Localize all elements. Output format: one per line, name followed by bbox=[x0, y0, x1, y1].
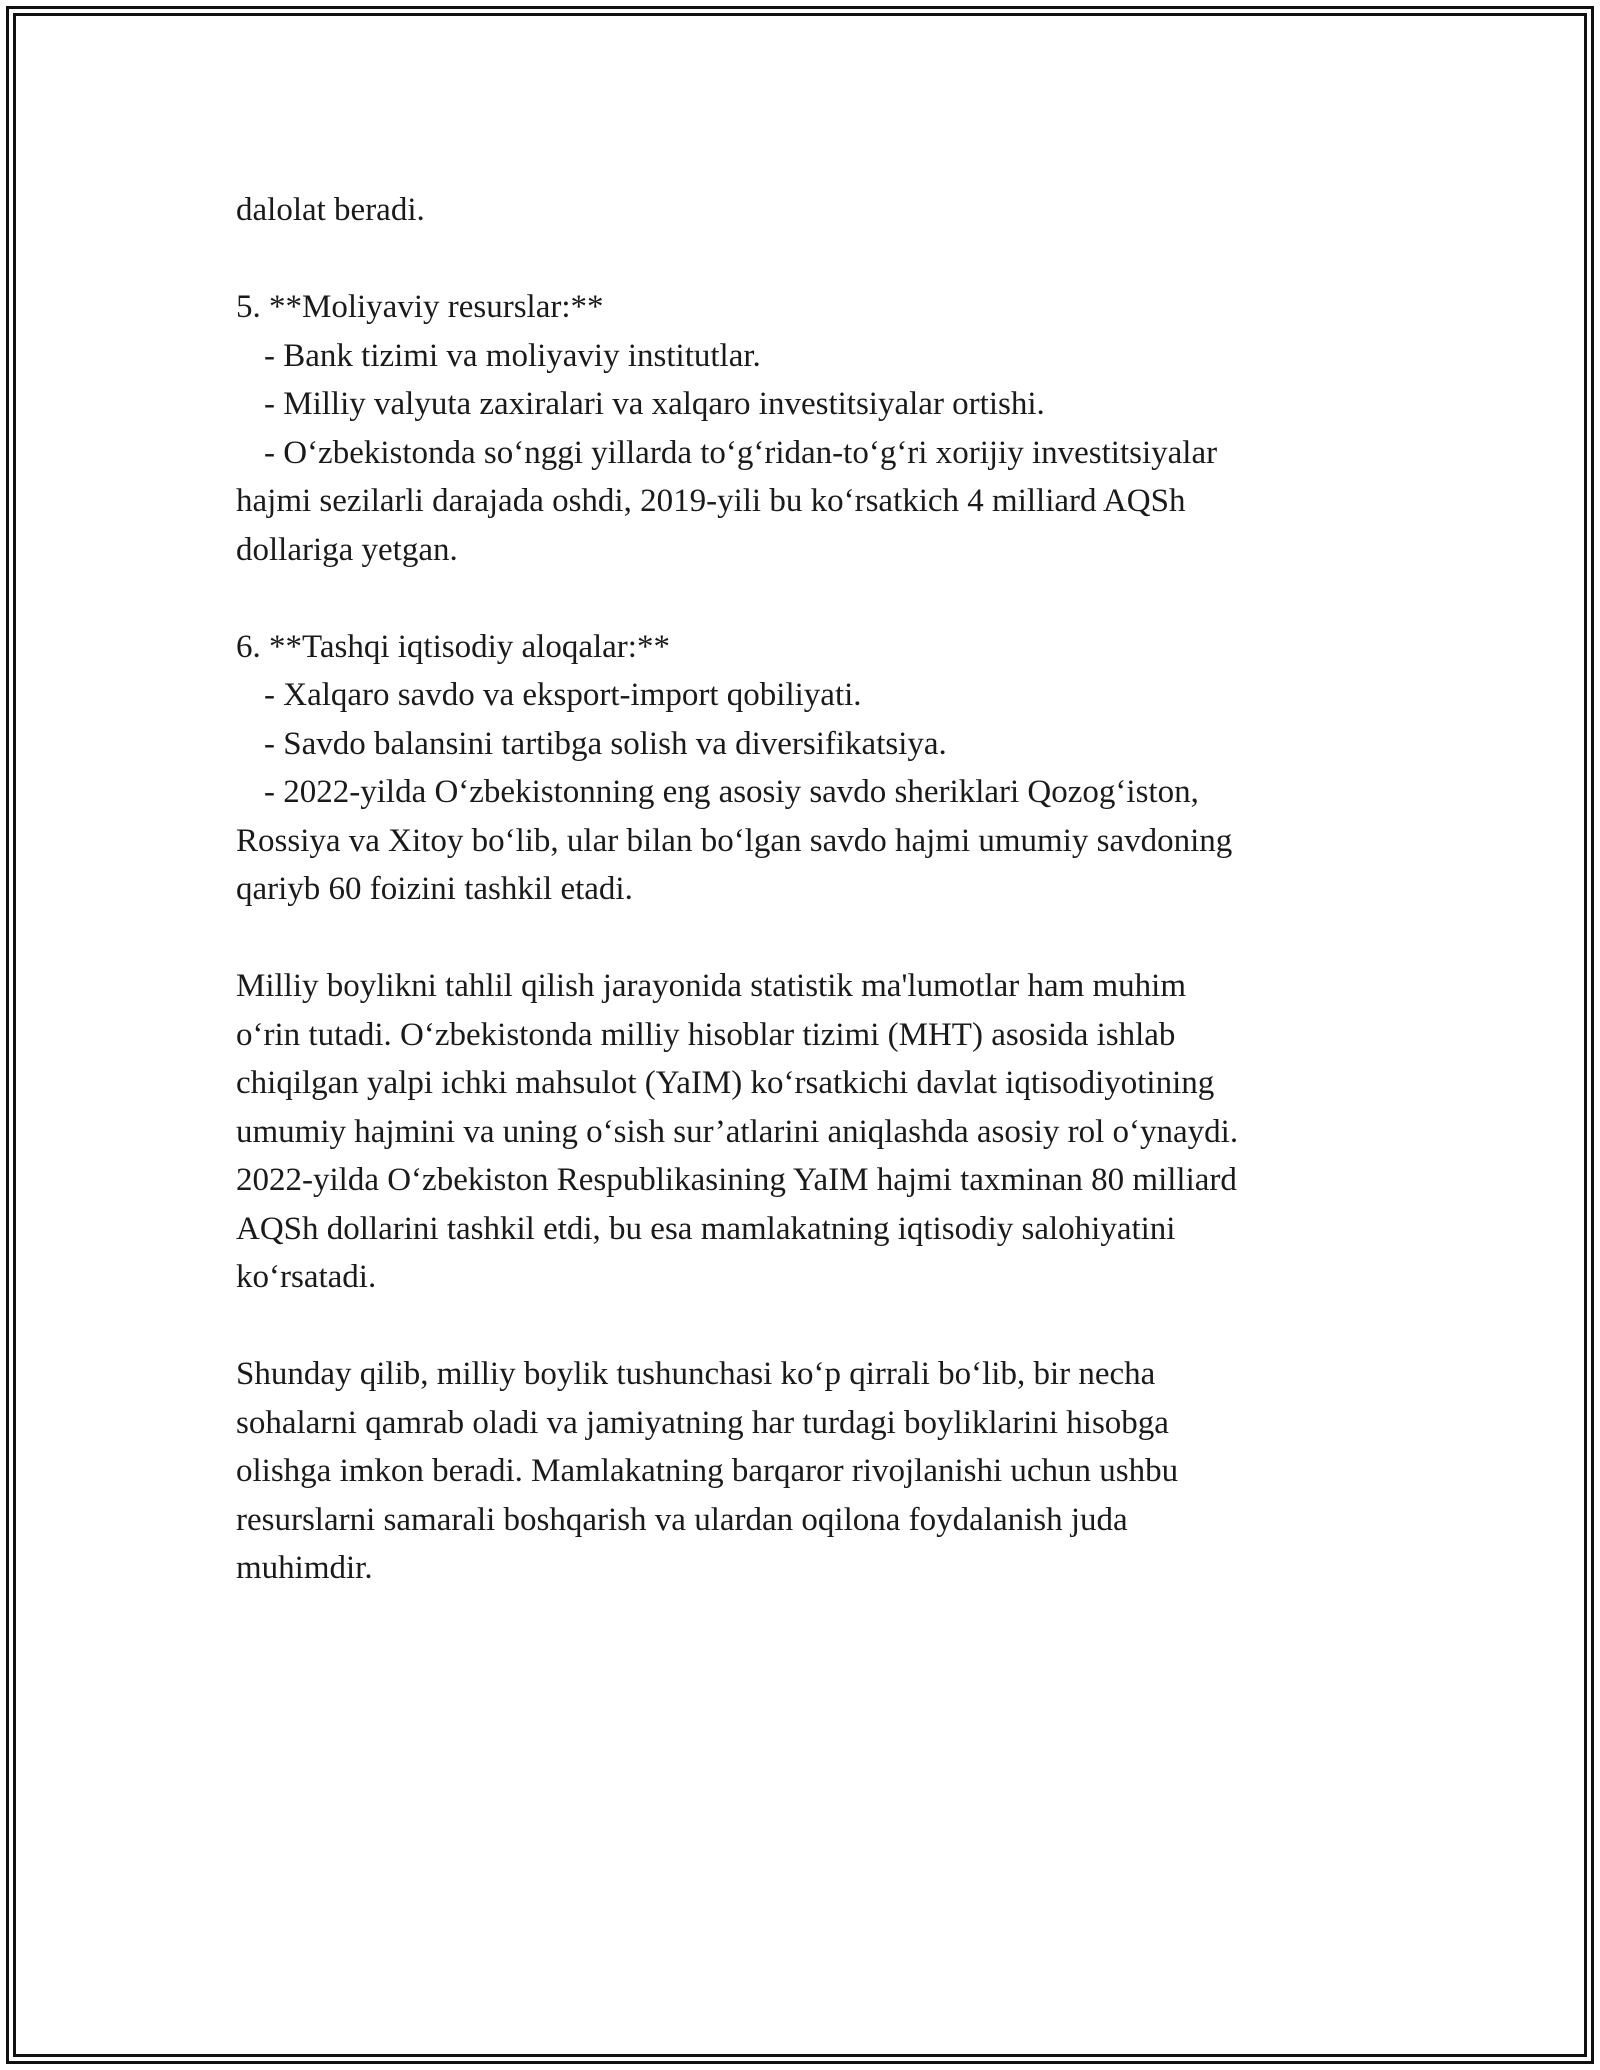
paragraph-line: resurslarni samarali boshqarish va ulardan oqilona foydalanish juda bbox=[236, 1501, 1128, 1538]
paragraph-statistics bbox=[236, 962, 1376, 1302]
paragraph-line: ko‘rsatadi. bbox=[236, 1259, 377, 1295]
paragraph-line: 2022-yilda O‘zbekiston Respublikasining YaIM hajmi taxminan 80 milliard bbox=[236, 1162, 1237, 1198]
section-5-continuation: hajmi sezilarli darajada oshdi, 2019-yili bu ko‘rsatkich 4 milliard AQSh bbox=[236, 483, 1186, 519]
section-6-bullet: - Savdo balansini tartibga solish va diversifikatsiya. bbox=[264, 725, 947, 762]
section-6-bullet: - Xalqaro savdo va eksport-import qobiliyati. bbox=[264, 677, 862, 713]
section-5-bullet: - O‘zbekistonda so‘nggi yillarda to‘g‘ridan-to‘g‘ri xorijiy investitsiyalar bbox=[264, 434, 1218, 471]
paragraph-gap bbox=[236, 914, 1376, 963]
paragraph-line: olishga imkon beradi. Mamlakatning barqaror rivojlanishi uchun ushbu bbox=[236, 1453, 1179, 1489]
paragraph-line: Milliy boylikni tahlil qilish jarayonida statistik ma'lumotlar ham muhim bbox=[236, 968, 1187, 1004]
paragraph-line: muhimdir. bbox=[236, 1550, 373, 1586]
paragraph-gap bbox=[236, 574, 1376, 623]
paragraph-line: sohalarni qamrab oladi va jamiyatning har turdagi boyliklarini hisobga bbox=[236, 1404, 1169, 1441]
section-5-bullet: - Milliy valyuta zaxiralari va xalqaro investitsiyalar ortishi. bbox=[264, 386, 1045, 422]
paragraph-line: o‘rin tutadi. O‘zbekistonda milliy hisoblar tizimi (MHT) asosida ishlab bbox=[236, 1016, 1176, 1053]
paragraph-conclusion bbox=[236, 1350, 1376, 1593]
section-6 bbox=[236, 623, 1376, 914]
paragraph-line: AQSh dollarini tashkil etdi, bu esa mamlakatning iqtisodiy salohiyatini bbox=[236, 1210, 1176, 1247]
section-5-bullet: - Bank tizimi va moliyaviy institutlar. bbox=[264, 337, 761, 374]
paragraph-gap bbox=[236, 235, 1376, 284]
section-6-heading: 6. **Tashqi iqtisodiy aloqalar:** bbox=[236, 628, 670, 665]
document-page bbox=[236, 186, 1376, 1593]
section-5-heading: 5. **Moliyaviy resurslar:** bbox=[236, 289, 604, 325]
section-5 bbox=[236, 283, 1376, 574]
intro-tail-line: dalolat beradi. bbox=[236, 192, 425, 228]
section-6-continuation: qariyb 60 foizini tashkil etadi. bbox=[236, 871, 633, 907]
paragraph-line: chiqilgan yalpi ichki mahsulot (YaIM) ko‘rsatkichi davlat iqtisodiyotining bbox=[236, 1065, 1215, 1101]
section-6-bullet: - 2022-yilda O‘zbekistonning eng asosiy savdo sheriklari Qozog‘iston, bbox=[264, 774, 1199, 810]
paragraph-line: Shunday qilib, milliy boylik tushunchasi ko‘p qirrali bo‘lib, bir necha bbox=[236, 1356, 1156, 1392]
paragraph-gap bbox=[236, 1302, 1376, 1351]
section-5-continuation: dollariga yetgan. bbox=[236, 531, 458, 568]
section-6-continuation: Rossiya va Xitoy bo‘lib, ular bilan bo‘lgan savdo hajmi umumiy savdoning bbox=[236, 822, 1233, 859]
paragraph-line: umumiy hajmini va uning o‘sish sur’atlarini aniqlashda asosiy rol o‘ynaydi. bbox=[236, 1113, 1239, 1150]
